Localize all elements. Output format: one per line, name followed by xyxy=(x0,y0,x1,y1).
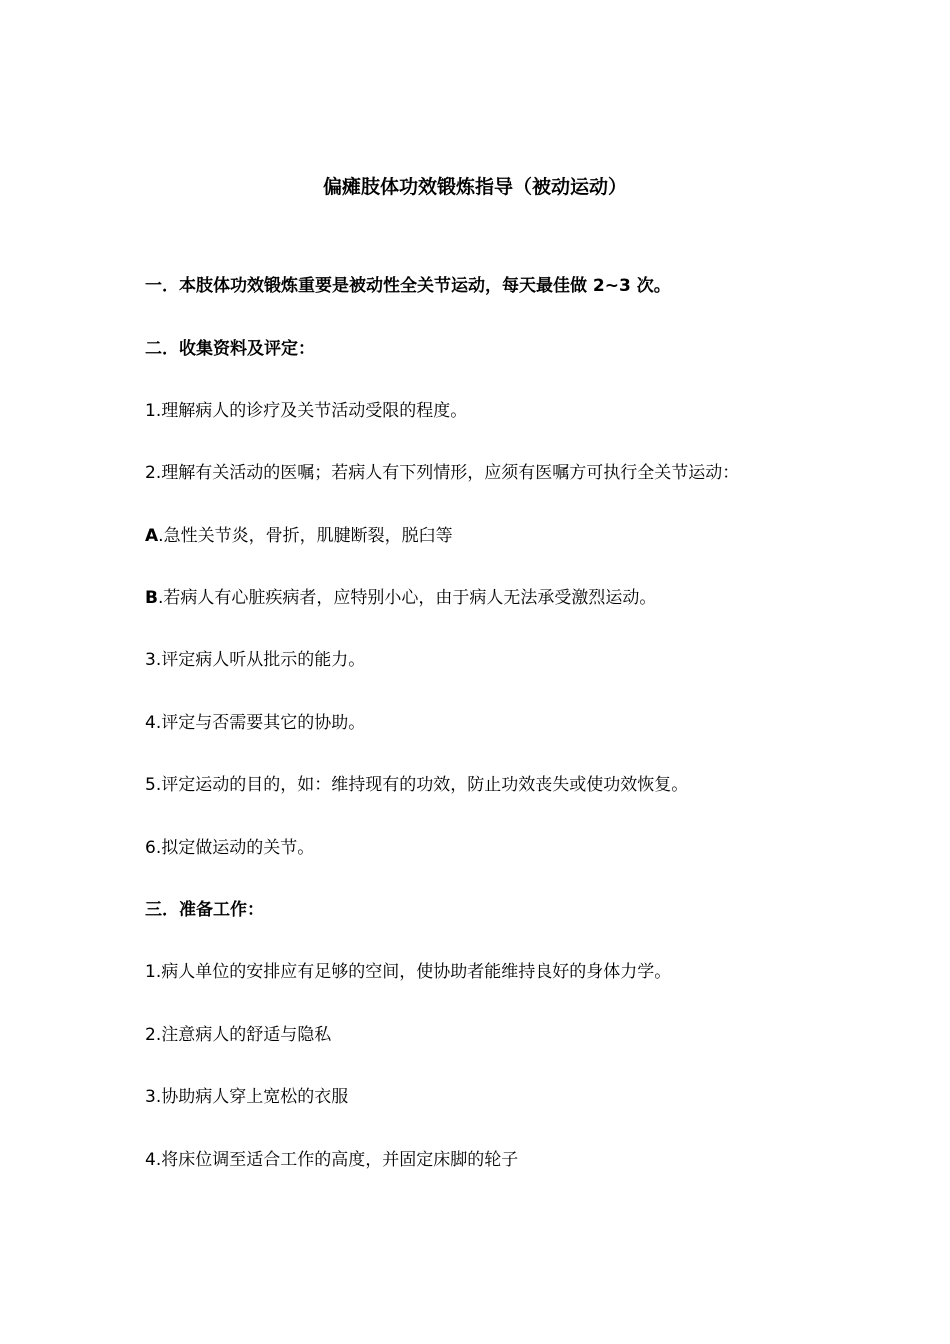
list-item: 3.评定病人听从批示的能力。 xyxy=(145,650,366,670)
list-item: 6.拟定做运动的关节。 xyxy=(145,838,315,858)
list-item: 5.评定运动的目的，如：维持现有的功效，防止功效丧失或使功效恢复。 xyxy=(145,775,689,795)
list-item: 4.将床位调至适合工作的高度，并固定床脚的轮子 xyxy=(145,1150,519,1170)
list-item: 1.病人单位的安排应有足够的空间，使协助者能维持良好的身体力学。 xyxy=(145,962,672,982)
list-item-sub-b xyxy=(145,585,845,611)
sub-item-marker: B xyxy=(145,588,158,608)
sub-item-text: .急性关节炎，骨折，肌腱断裂，脱臼等 xyxy=(158,526,453,546)
list-item: 3.协助病人穿上宽松的衣服 xyxy=(145,1087,349,1107)
section-heading-2: 二．收集资料及评定： xyxy=(145,339,315,359)
list-item: 2.理解有关活动的医嘱；若病人有下列情形，应须有医嘱方可执行全关节运动： xyxy=(145,463,740,483)
document-title: 偏瘫肢体功效锻炼指导（被动运动） xyxy=(322,176,627,198)
sub-item-marker: A xyxy=(145,526,159,546)
list-item-sub-a xyxy=(145,523,845,549)
list-item: 1.理解病人的诊疗及关节活动受限的程度。 xyxy=(145,401,468,421)
sub-item-text: .若病人有心脏疾病者，应特别小心，由于病人无法承受激烈运动。 xyxy=(157,588,657,608)
list-item: 4.评定与否需要其它的协助。 xyxy=(145,713,366,733)
section-heading-3: 三．准备工作： xyxy=(145,900,264,920)
list-item: 2.注意病人的舒适与隐私 xyxy=(145,1025,332,1045)
section-heading-1: 一．本肢体功效锻炼重要是被动性全关节运动，每天最佳做 2~3 次。 xyxy=(145,276,671,296)
